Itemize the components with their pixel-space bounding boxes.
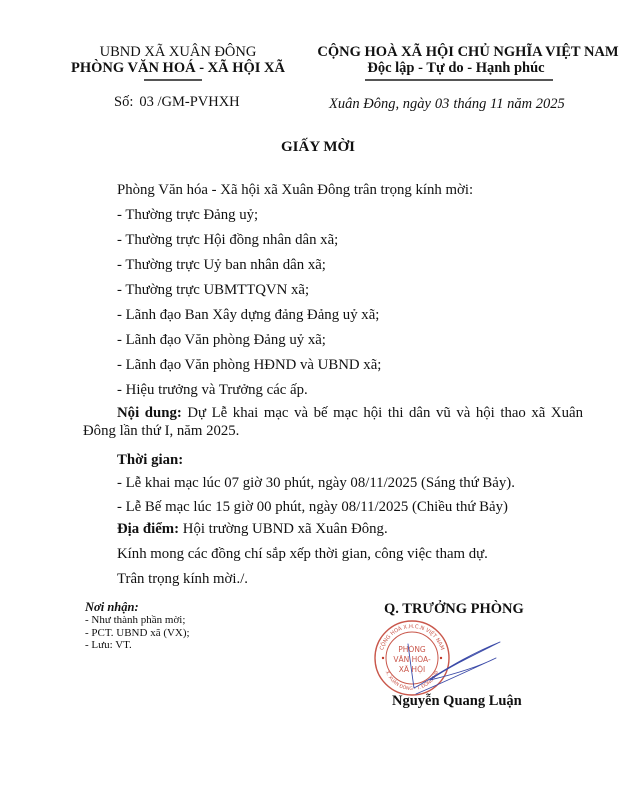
- invitee-item: - Hiệu trưởng và Trưởng các ấp.: [117, 382, 308, 398]
- recipients-label: Nơi nhận:: [85, 600, 139, 614]
- signer-title: Q. TRƯỞNG PHÒNG: [384, 601, 524, 617]
- svg-text:VĂN HÓA-: VĂN HÓA-: [393, 655, 431, 664]
- svg-text:XÃ HỘI: XÃ HỘI: [398, 665, 426, 674]
- closing-line: Trân trọng kính mời./.: [117, 571, 249, 587]
- svg-text:PHÒNG: PHÒNG: [398, 645, 426, 654]
- authority-name: UBND XÃ XUÂN ĐÔNG: [99, 44, 257, 60]
- invitee-item: - Thường trực Uỷ ban nhân dân xã;: [117, 257, 326, 273]
- document-title: GIẤY MỜI: [280, 139, 356, 155]
- svg-text:X. XUÂN ĐÔNG - T. ĐỒNG NAI: X. XUÂN ĐÔNG - T. ĐỒNG NAI: [383, 670, 441, 693]
- event-content: [83, 404, 583, 440]
- time-label: Thời gian:: [117, 452, 184, 468]
- location-label: Địa điểm:: [117, 521, 180, 537]
- office-name: PHÒNG VĂN HOÁ - XÃ HỘI XÃ: [70, 60, 285, 76]
- country-name: CỘNG HOÀ XÃ HỘI CHỦ NGHĨA VIỆT NAM: [317, 44, 619, 60]
- recipient-item: - Như thành phần mời;: [85, 614, 186, 626]
- place-and-date: [329, 96, 565, 113]
- event-location: [117, 520, 388, 538]
- issuing-agency-block: [62, 44, 294, 81]
- motto-underline: [365, 79, 553, 81]
- signer-name: Nguyễn Quang Luận: [392, 693, 522, 709]
- location-text: Hội trường UBND xã Xuân Đông.: [179, 521, 388, 537]
- svg-text:CỘNG HOÀ X.H.C.N VIỆT NAM: CỘNG HOÀ X.H.C.N VIỆT NAM: [379, 623, 445, 651]
- recipient-item: - Lưu: VT.: [85, 639, 132, 651]
- invitee-item: - Thường trực Đảng uỷ;: [117, 207, 259, 223]
- content-label: Nội dung:: [117, 405, 182, 421]
- content-text: Dự Lễ khai mạc và bế mạc hội thi dân vũ và hội thao xã Xuân Đông lần thứ I, năm 2025.: [83, 405, 583, 439]
- invitation-intro: Phòng Văn hóa - Xã hội xã Xuân Đông trân trọng kính mời:: [117, 182, 474, 198]
- time-item-closing: - Lễ Bế mạc lúc 15 giờ 00 phút, ngày 08/11/2025 (Chiều thứ Bảy): [117, 499, 508, 515]
- handwritten-signature-icon: [400, 640, 510, 700]
- invitee-item: - Lãnh đạo Văn phòng HĐND và UBND xã;: [117, 357, 382, 373]
- recipients-block: [85, 600, 190, 652]
- agency-underline: [144, 79, 202, 81]
- document-number: [114, 94, 240, 111]
- recipient-item: - PCT. UBND xã (VX);: [85, 626, 190, 639]
- national-heading-block: [300, 44, 636, 81]
- invitee-item: - Lãnh đạo Ban Xây dựng đảng Đảng uỷ xã;: [117, 307, 380, 323]
- invitee-item: - Thường trực UBMTTQVN xã;: [117, 282, 310, 298]
- time-item-opening: - Lễ khai mạc lúc 07 giờ 30 phút, ngày 08/11/2025 (Sáng thứ Bảy).: [117, 475, 515, 491]
- place-date-prefix: Xuân Đông, ngày: [329, 96, 431, 112]
- invitee-item: - Lãnh đạo Văn phòng Đảng uỷ xã;: [117, 332, 326, 348]
- invitee-item: - Thường trực Hội đồng nhân dân xã;: [117, 232, 339, 248]
- document-number-label: Số:: [114, 94, 134, 110]
- place-date-day: 03: [434, 96, 450, 112]
- document-number-value: 03 /GM-PVHXH: [139, 94, 240, 110]
- national-motto: Độc lập - Tự do - Hạnh phúc: [367, 60, 545, 76]
- place-date-rest: tháng 11 năm 2025: [453, 96, 565, 112]
- attendance-request: Kính mong các đồng chí sắp xếp thời gian, công việc tham dự.: [117, 546, 488, 562]
